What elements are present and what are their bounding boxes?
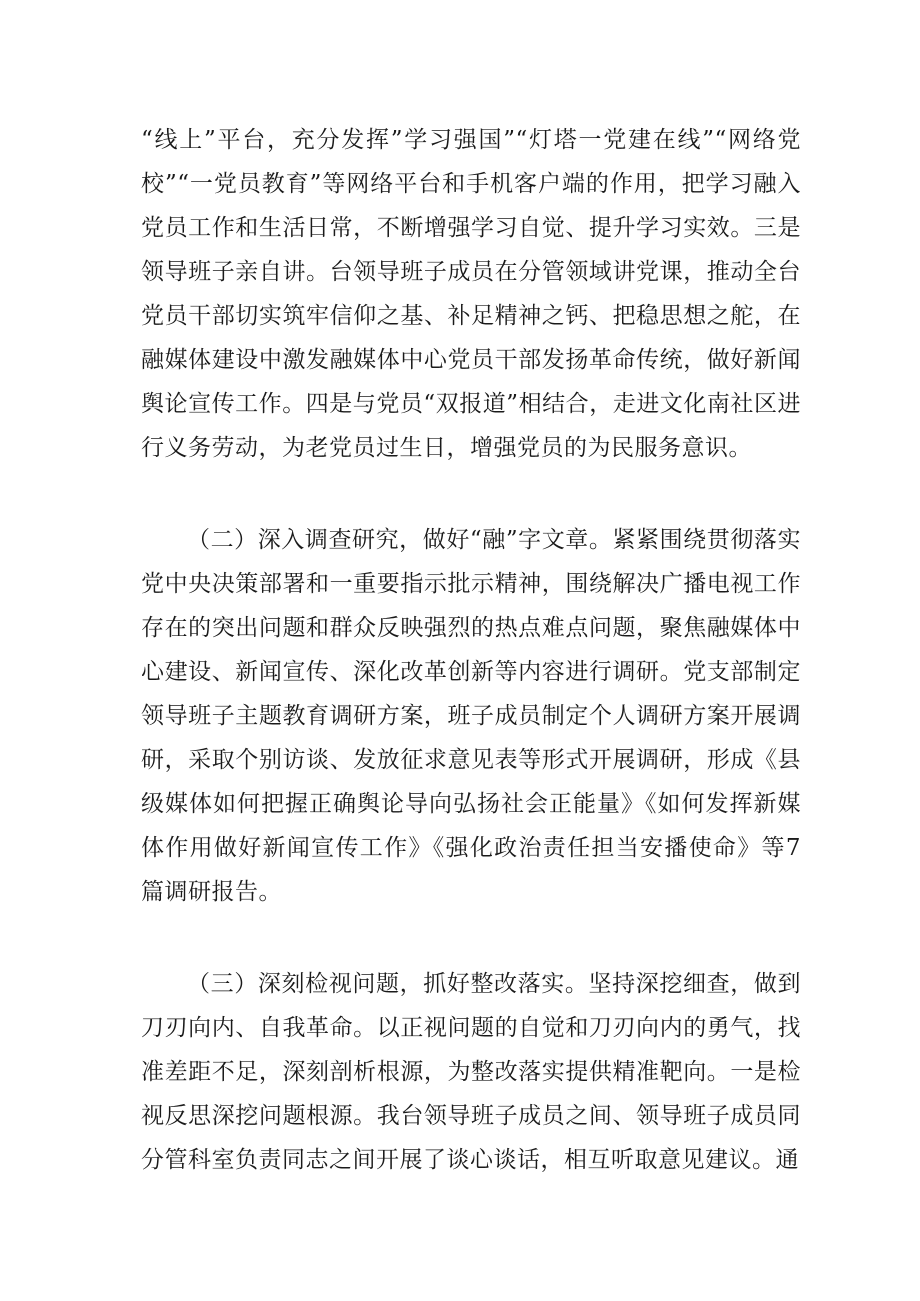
paragraph-2: （二）深入调查研究，做好“融”字文章。紧紧围绕贯彻落实党中央决策部署和一重要指示批示精神，围绕解决广播电视工作存在的突出问题和群众反映强烈的热点难点问题，聚焦融媒体中心建设、新闻宣传、深化改革创新等内容进行调研。党支部制定领导班子主题教育调研方案，班子成员制定个人调研方案开展调研，采取个别访谈、发放征求意见表等形式开展调研，形成《县级媒体如何把握正确舆论导向弘扬社会正能量》《如何发挥新媒体作用做好新闻宣传工作》《强化政治责任担当安播使命》等7篇调研报告。 <box>141 527 801 905</box>
paragraph-1: “线上”平台，充分发挥”学习强国”“灯塔一党建在线”“网络党校”“一党员教育”等网络平台和手机客户端的作用，把学习融入党员工作和生活日常，不断增强学习自觉、提升学习实效。三是领导班子亲自讲。台领导班子成员在分管领域讲党课，推动全台党员干部切实筑牢信仰之基、补足精神之钙、把稳思想之舵，在融媒体建设中激发融媒体中心党员干部发扬革命传统，做好新闻舆论宣传工作。四是与党员“双报道”相结合，走进文化南社区进行义务劳动，为老党员过生日，增强党员的为民服务意识。 <box>141 127 801 461</box>
paragraph-3: （三）深刻检视问题，抓好整改落实。坚持深挖细查，做到刀刃向内、自我革命。以正视问题的自觉和刀刃向内的勇气，找准差距不足，深刻剖析根源，为整改落实提供精准靶向。一是检视反思深挖问题根源。我台领导班子成员之间、领导班子成员同分管科室负责同志之间开展了谈心谈话，相互听取意见建议。通 <box>141 971 801 1173</box>
document-body <box>141 118 801 1182</box>
